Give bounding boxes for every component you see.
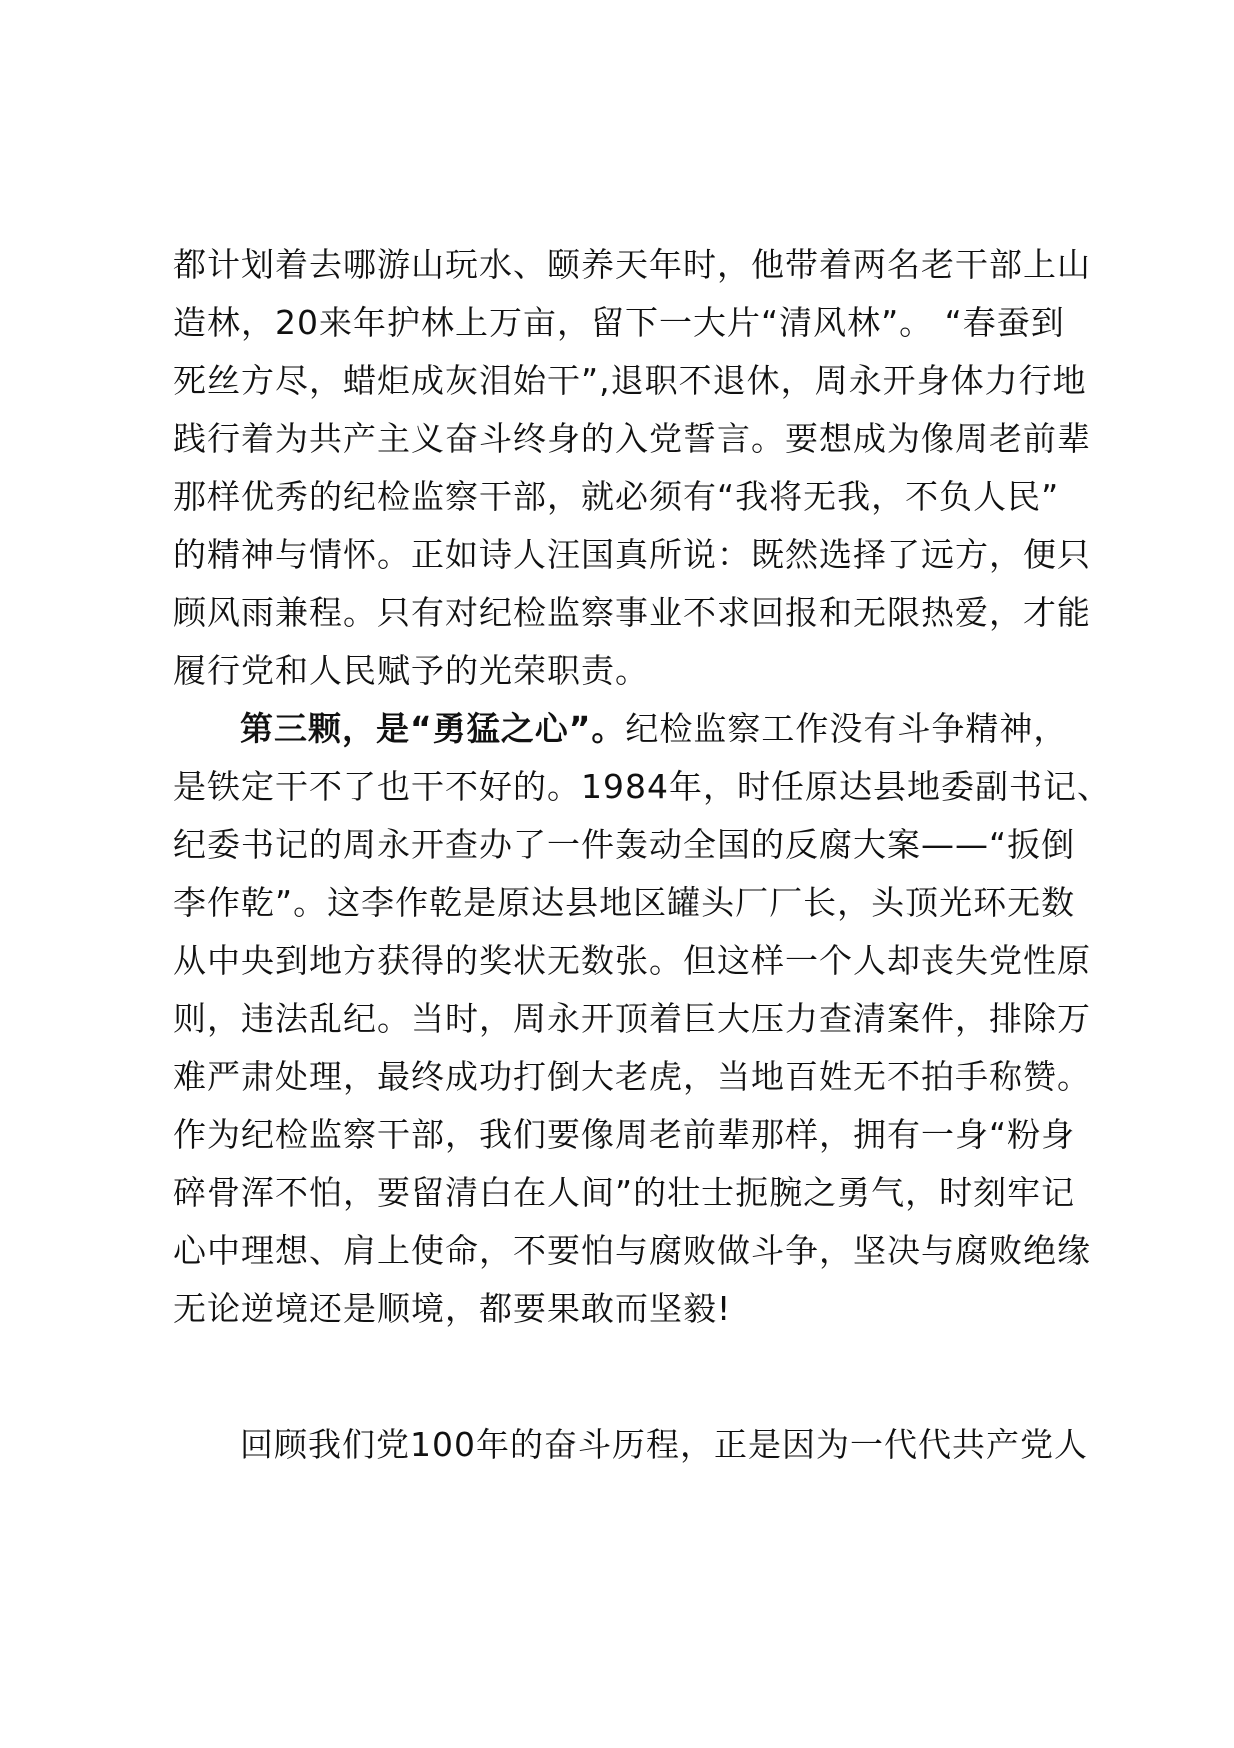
paragraph-line: 回顾我们党100年的奋斗历程，正是因为一代代共产党人 bbox=[240, 1425, 1088, 1464]
paragraph-line: 则，违法乱纪。当时，周永开顶着巨大压力查清案件，排除万 bbox=[173, 999, 1091, 1038]
paragraph-line: 顾风雨兼程。只有对纪检监察事业不求回报和无限热爱，才能 bbox=[173, 593, 1091, 632]
paragraph-line: 无论逆境还是顺境，都要果敢而坚毅! bbox=[173, 1289, 732, 1328]
paragraph-line: 碎骨浑不怕，要留清白在人间”的壮士扼腕之勇气，时刻牢记 bbox=[173, 1173, 1076, 1212]
paragraph-line: 死丝方尽，蜡炬成灰泪始干”,退职不退休，周永开身体力行地 bbox=[173, 361, 1087, 400]
paragraph-line: 李作乾”。这李作乾是原达县地区罐头厂厂长，头顶光环无数 bbox=[173, 883, 1076, 922]
paragraph-line: 的精神与情怀。正如诗人汪国真所说：既然选择了远方，便只 bbox=[173, 535, 1091, 574]
paragraph-line: 作为纪检监察干部，我们要像周老前辈那样，拥有一身“粉身 bbox=[173, 1115, 1076, 1154]
section-heading: 第三颗，是“勇猛之心”。 bbox=[240, 709, 626, 748]
paragraph-line: 纪委书记的周永开查办了一件轰动全国的反腐大案——“扳倒 bbox=[173, 825, 1076, 864]
paragraph-line: 心中理想、肩上使命，不要怕与腐败做斗争，坚决与腐败绝缘 bbox=[173, 1231, 1091, 1270]
paragraph-line: 那样优秀的纪检监察干部，就必须有“我将无我，不负人民” bbox=[173, 477, 1060, 516]
heading-continuation: 纪检监察工作没有斗争精神， bbox=[625, 709, 1068, 748]
paragraph-line: 造林，20来年护林上万亩，留下一大片“清风林”。 “春蚕到 bbox=[173, 303, 1065, 342]
paragraph-line: 践行着为共产主义奋斗终身的入党誓言。要想成为像周老前辈 bbox=[173, 419, 1091, 458]
paragraph-line: 难严肃处理，最终成功打倒大老虎，当地百姓无不拍手称赞。 bbox=[173, 1057, 1091, 1096]
paragraph-line: 从中央到地方获得的奖状无数张。但这样一个人却丧失党性原 bbox=[173, 941, 1091, 980]
paragraph-first-line bbox=[240, 700, 1067, 758]
paragraph-line: 是铁定干不了也干不好的。1984年，时任原达县地委副书记、 bbox=[173, 767, 1111, 806]
paragraph-line: 履行党和人民赋予的光荣职责。 bbox=[173, 651, 649, 690]
paragraph-line: 都计划着去哪游山玩水、颐养天年时，他带着两名老干部上山 bbox=[173, 245, 1091, 284]
